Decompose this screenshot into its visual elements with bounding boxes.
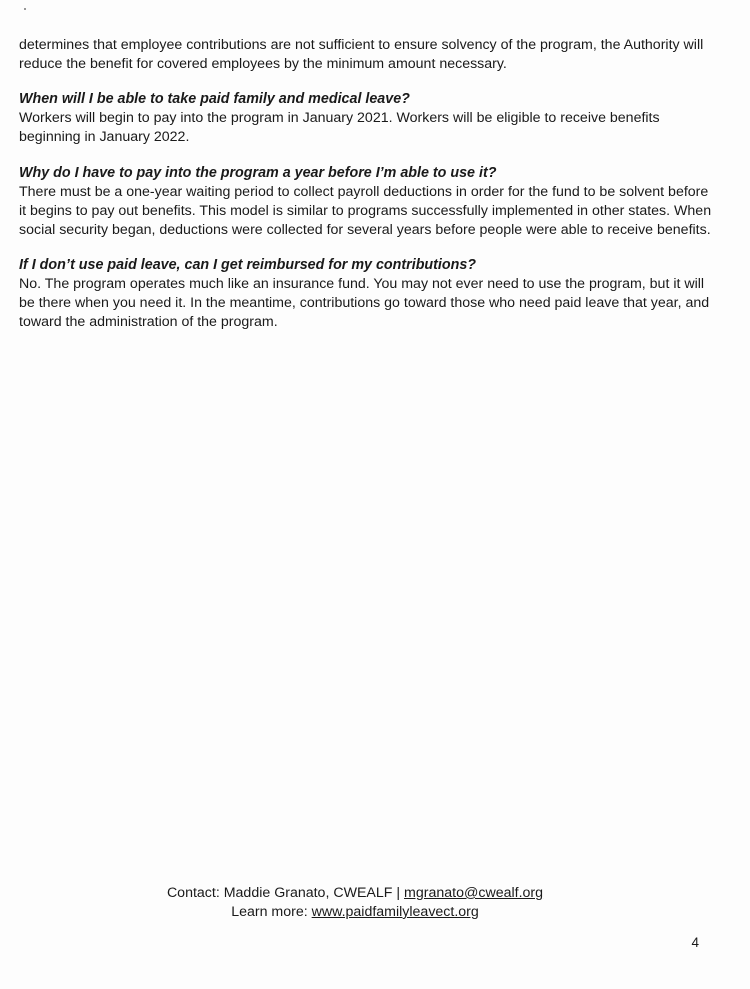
scan-speck [24, 8, 26, 10]
website-link[interactable]: www.paidfamilyleavect.org [311, 904, 479, 920]
faq-question: If I don’t use paid leave, can I get reimbursed for my contributions? [19, 257, 477, 273]
faq-question: When will I be able to take paid family and medical leave? [19, 91, 410, 107]
contact-footer [0, 884, 710, 922]
faq-answer: Workers will begin to pay into the program in January 2021. Workers will be eligible to receive benefits beginning in January 2022. [19, 110, 660, 145]
faq-answer: There must be a one-year waiting period to collect payroll deductions in order for the fund to be solvent before it begins to pay out benefits. This model is similar to programs successfully implemented in other states. When social security began, deductions were collected for several years before people were able to receive benefits. [19, 184, 712, 238]
faq-answer: No. The program operates much like an insurance fund. You may not ever need to use the program, but it will be there when you need it. In the meantime, contributions go toward those who need paid leave that year, and toward the administration of the program. [19, 276, 710, 330]
learn-more-label: Learn more: [231, 904, 312, 920]
page-number: 4 [691, 935, 699, 950]
contact-email-link[interactable]: mgranato@cwealf.org [404, 885, 544, 901]
intro-paragraph: determines that employee contributions are not sufficient to ensure solvency of the program, the Authority will reduce the benefit for covered employees by the minimum amount necessary. [19, 37, 704, 72]
faq-item-reimbursement [19, 256, 714, 332]
contact-label: Contact: Maddie Granato, CWEALF | [166, 885, 405, 901]
learn-more-line [0, 903, 710, 922]
faq-item-start-date [19, 90, 714, 147]
faq-item-waiting-period [19, 164, 714, 240]
faq-question: Why do I have to pay into the program a year before I’m able to use it? [19, 165, 497, 181]
contact-line [0, 884, 710, 903]
